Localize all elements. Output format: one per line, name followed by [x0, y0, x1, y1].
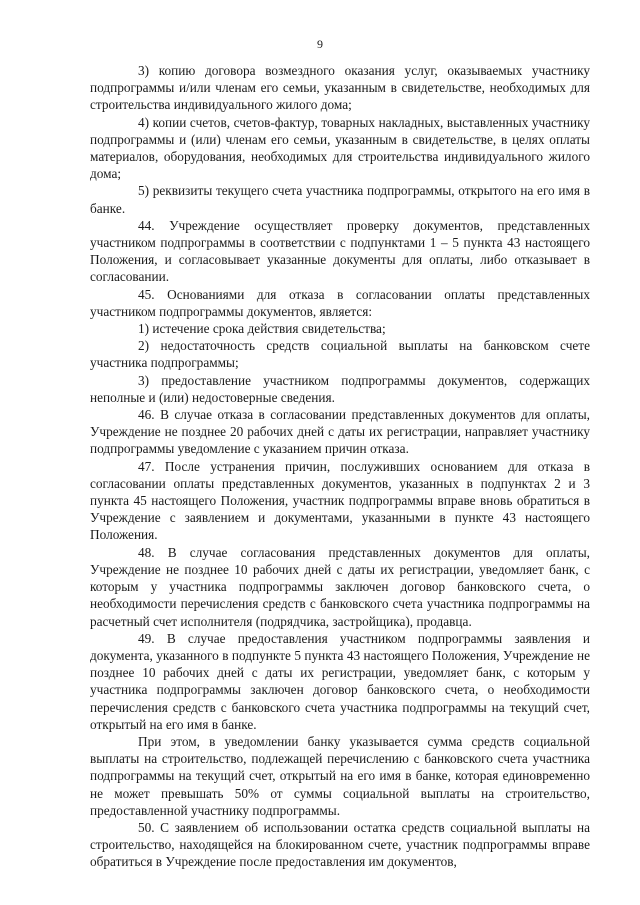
- paragraph-45-item-2: 2) недостаточность средств социальной выплаты на банковском счете участника подпрограммы;: [90, 338, 590, 371]
- paragraph-45-item-1: 1) истечение срока действия свидетельства;: [138, 321, 386, 337]
- page-number: 9: [317, 37, 323, 51]
- paragraph-item-4: 4) копии счетов, счетов-фактур, товарных накладных, выставленных участнику подпрограммы и (или) членам его семьи, указанным в свидетельстве, в целях оплаты материалов, оборудования, необходимых для строительства индивидуального жилого дома;: [90, 114, 590, 182]
- paragraph-50: 50. С заявлением об использовании остатка средств социальной выплаты на строительство, находящейся на блокированном счете, участник подпрограммы вправе обратиться в Учреждение после предоставления им документов,: [90, 819, 590, 870]
- paragraph-46: 46. В случае отказа в согласовании представленных документов для оплаты, Учреждение не позднее 20 рабочих дней с даты их регистрации, направляет участнику подпрограммы уведомление с указанием причин отказа.: [90, 407, 590, 457]
- document-body: [90, 62, 590, 871]
- paragraph-49-note: При этом, в уведомлении банку указывается сумма средств социальной выплаты на строительство, подлежащей перечислению с банковского счета участника подпрограммы на текущий счет, открытый на его имя в банке, которая единовременно не может превышать 50% от суммы социальной выплаты на строительство, предоставленной участнику подпрограммы.: [90, 733, 590, 818]
- paragraph-49: 49. В случае предоставления участником подпрограммы заявления и документа, указанного в подпункте 5 пункта 43 настоящего Положения, Учреждение не позднее 10 рабочих дней с даты их регистрации, уведомляет банк, с которым у участника подпрограммы заключен договор банковского счета, о необходимости перечисления средств с банковского счета участника подпрограммы на текущий счет, открытый на его имя в банке.: [90, 630, 590, 732]
- paragraph-47: 47. После устранения причин, послуживших основанием для отказа в согласовании оплаты представленных документов, указанных в подпунктах 2 и 3 пункта 45 настоящего Положения, участник подпрограммы вправе вновь обратиться в Учреждение с заявлением и документами, указанными в пункте 43 настоящего Положения.: [90, 458, 590, 543]
- paragraph-item-5: 5) реквизиты текущего счета участника подпрограммы, открытого на его имя в банке.: [90, 183, 590, 216]
- paragraph-48: 48. В случае согласования представленных документов для оплаты, Учреждение не позднее 10 рабочих дней с даты их регистрации, уведомляет банк, с которым у участника подпрограммы заключен договор банковского счета, о необходимости перечисления средств с банковского счета участника подпрограммы на расчетный счет исполнителя (подрядчика, застройщика), продавца.: [90, 544, 590, 629]
- paragraph-45-item-3: 3) предоставление участником подпрограммы документов, содержащих неполные и (или) недостоверные сведения.: [90, 372, 590, 405]
- paragraph-item-3: 3) копию договора возмездного оказания услуг, оказываемых участнику подпрограммы и/или членам его семьи, указанным в свидетельстве, необходимых для строительства индивидуального жилого дома;: [90, 63, 590, 113]
- paragraph-44: 44. Учреждение осуществляет проверку документов, представленных участником подпрограммы в соответствии с подпунктами 1 – 5 пункта 43 настоящего Положения, и согласовывает указанные документы для оплаты, либо отказывает в согласовании.: [90, 217, 590, 285]
- paragraph-45: 45. Основаниями для отказа в согласовании оплаты представленных участником подпрограммы документов, является:: [90, 286, 590, 319]
